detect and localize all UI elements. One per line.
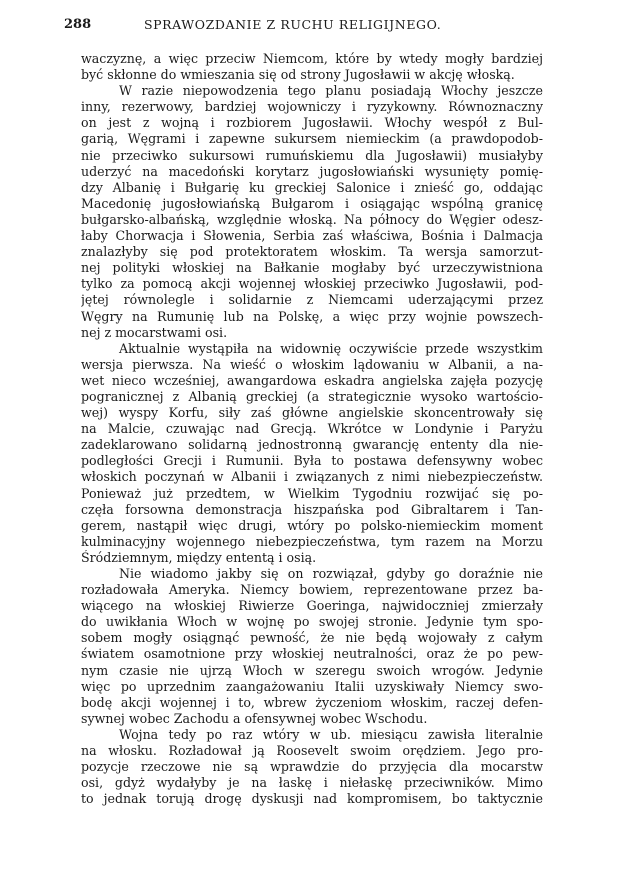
paragraph bbox=[81, 727, 543, 807]
text-line: pogranicznej z Albanią greckiej (a strategicznie wysoko wartościo- bbox=[81, 388, 543, 404]
text-line: sywnej wobec Zachodu a ofensywnej wobec Wschodu. bbox=[81, 710, 428, 726]
text-line: na włosku. Rozładował ją Roosevelt swoim orędziem. Jego pro- bbox=[81, 743, 543, 759]
text-line: inny, rezerwowy, bardziej wojowniczy i ryzykowny. Równoznaczny bbox=[81, 99, 543, 115]
text-line: zadeklarowano solidarną jednostronną gwarancję ententy dla nie- bbox=[81, 437, 543, 453]
text-line: wet nieco wcześniej, awangardowa eskadra angielska zajęła pozycję bbox=[81, 372, 543, 388]
text-line: światem osamotnione przy włoskiej neutralności, oraz że po pew- bbox=[81, 646, 543, 662]
text-line: wersja pierwsza. Na wieść o włoskim lądowaniu w Albanii, a na- bbox=[81, 356, 543, 372]
text-line: Aktualnie wystąpiła na widownię oczywiście przede wszystkim bbox=[119, 340, 543, 356]
text-line: Śródziemnym, między ententą i osią. bbox=[81, 549, 317, 565]
text-line: podległości Grecji i Rumunii. Była to postawa defensywny wobec bbox=[81, 453, 543, 469]
paragraph bbox=[81, 83, 543, 341]
text-line: sobem mogły osiągnąć pewność, że nie będą wojowały z całym bbox=[81, 630, 543, 646]
text-line: jętej równolegle i solidarnie z Niemcami uderzającymi przez bbox=[81, 292, 543, 308]
text-line: garią, Węgrami i zapewne sukursem niemieckim (a prawdopodob- bbox=[81, 131, 543, 147]
text-line: na Malcie, czuwając nad Grecją. Wkrótce w Londynie i Paryżu bbox=[81, 421, 543, 437]
text-line: to jednak torują drogę dyskusji nad kompromisem, bo taktycznie bbox=[81, 791, 543, 807]
text-line: znalazłyby się pod protektoratem włoskim. Ta wersja samorzut- bbox=[81, 244, 543, 260]
text-line: Węgry na Rumunię lub na Polskę, a więc przy wojnie powszech- bbox=[81, 308, 543, 324]
text-line: waczyznę, a więc przeciw Niemcom, które by wtedy mogły bardziej bbox=[81, 51, 543, 66]
text-line: częła forsowna demonstracja hiszpańska pod Gibraltarem i Tan- bbox=[81, 501, 543, 517]
text-line: być skłonne do wmieszania się od strony Jugosławii w akcję włoską. bbox=[81, 67, 515, 83]
text-line: Wojna tedy po raz wtóry w ub. miesiącu zawisła literalnie bbox=[119, 726, 543, 742]
running-header bbox=[64, 15, 552, 35]
text-line: nej z mocarstwami osi. bbox=[81, 324, 228, 340]
text-line: włoskich poczynań w Albanii i związanych z nimi niebezpieczeństw. bbox=[81, 469, 543, 485]
text-line: nym czasie nie ujrzą Włoch w szeregu swoich wrogów. Jedynie bbox=[81, 662, 543, 678]
text-line: nej polityki włoskiej na Bałkanie mogłaby być urzeczywistniona bbox=[81, 260, 543, 276]
text-line: bodę akcji wojennej i to, wbrew życzeniom włoskim, raczej defen- bbox=[81, 694, 543, 710]
text-line: kulminacyjny wojennego niebezpieczeństwa, tym razem na Morzu bbox=[81, 533, 543, 549]
text-line: pozycje rzeczowe nie są wprawdzie do przyjęcia dla mocarstw bbox=[81, 759, 543, 775]
text-line: dzy Albanię i Bułgarię ku greckiej Salonice i znieść go, oddając bbox=[81, 179, 543, 195]
text-line: W razie niepowodzenia tego planu posiadają Włochy jeszcze bbox=[119, 83, 543, 99]
text-line: wej) wyspy Korfu, siły zaś główne angielskie skoncentrowały się bbox=[81, 405, 543, 421]
paragraph bbox=[81, 566, 543, 727]
text-line: wiącego na włoskiej Riwierze Goeringa, najwidoczniej zmierzały bbox=[81, 598, 543, 614]
text-line: Nie wiadomo jakby się on rozwiązał, gdyby go doraźnie nie bbox=[119, 566, 543, 581]
text-line: więc po uprzednim zaangażowaniu Italii uzyskiwały Niemcy swo- bbox=[81, 678, 543, 694]
running-title: SPRAWOZDANIE Z RUCHU RELIGIJNEGO. bbox=[144, 17, 442, 32]
text-line: Ponieważ już przedtem, w Wielkim Tygodniu rozwijać się po- bbox=[81, 485, 543, 501]
text-line: gerem, nastąpił więc drugi, wtóry po polsko-niemieckim moment bbox=[81, 517, 543, 533]
text-line: do uwikłania Włoch w wojnę po swojej stronie. Jedynie tym spo- bbox=[81, 614, 543, 630]
paragraph bbox=[81, 51, 543, 83]
text-line: osi, gdyż wydałyby je na łaskę i niełaskę przeciwników. Mimo bbox=[81, 775, 543, 791]
text-line: tylko za pomocą akcji wojennej włoskiej przeciwko Jugosławii, pod- bbox=[81, 276, 543, 292]
text-line: uderzyć na macedoński korytarz jugosłowiański wysunięty pomię- bbox=[81, 163, 543, 179]
text-line: on jest z wojną i rozbiorem Jugosławii. Włochy wespół z Bul- bbox=[81, 115, 543, 131]
text-line: nie przeciwko sukursowi rumuńskiemu dla Jugosławii) musiałyby bbox=[81, 147, 543, 163]
text-line: Macedonię jugosłowiańską Bułgarom i osiągając wspólną granicę bbox=[81, 195, 543, 211]
text-line: bułgarsko-albańską, względnie włoską. Na północy do Węgier odesz- bbox=[81, 211, 543, 227]
text-line: rozładowała Ameryka. Niemcy bowiem, reprezentowane przez ba- bbox=[81, 582, 543, 598]
page-number: 288 bbox=[64, 17, 92, 32]
text-line: łaby Chorwacja i Słowenia, Serbia zaś właściwa, Bośnia i Dalmacja bbox=[81, 228, 543, 244]
paragraph bbox=[81, 341, 543, 566]
body-text bbox=[81, 51, 543, 807]
